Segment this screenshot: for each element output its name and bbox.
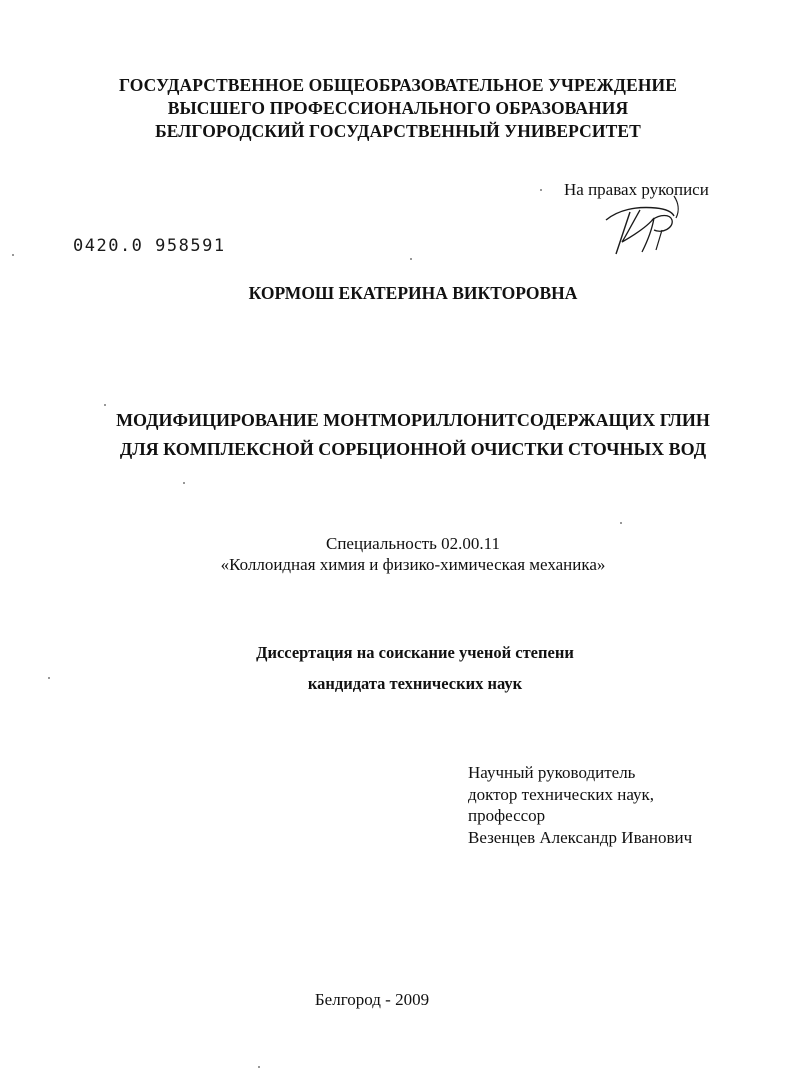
manuscript-note: На правах рукописи	[564, 180, 709, 199]
scan-speck	[104, 404, 106, 406]
degree-line-2: кандидата технических наук	[307, 674, 523, 693]
scan-speck	[410, 258, 412, 260]
scan-speck	[48, 677, 50, 679]
institution-line-2: ВЫСШЕГО ПРОФЕССИОНАЛЬНОГО ОБРАЗОВАНИЯ	[167, 98, 629, 118]
degree-block	[0, 637, 796, 699]
advisor-title: профессор	[468, 806, 546, 825]
institution-header	[0, 74, 796, 143]
advisor-block	[468, 762, 692, 848]
dissertation-title	[0, 406, 796, 464]
scan-speck	[540, 189, 542, 191]
city-year: Белгород - 2009	[314, 990, 430, 1009]
scan-speck	[183, 482, 185, 484]
institution-line-1: ГОСУДАРСТВЕННОЕ ОБЩЕОБРАЗОВАТЕЛЬНОЕ УЧРЕЖДЕНИЕ	[118, 75, 678, 95]
scan-speck	[258, 1066, 260, 1068]
author-name: КОРМОШ ЕКАТЕРИНА ВИКТОРОВНА	[248, 283, 578, 303]
institution-line-3: БЕЛГОРОДСКИЙ ГОСУДАРСТВЕННЫЙ УНИВЕРСИТЕТ	[155, 121, 641, 141]
specialty-code: Специальность 02.00.11	[326, 534, 500, 553]
specialty-name: «Коллоидная химия и физико-химическая механика»	[220, 555, 606, 574]
title-line-2: ДЛЯ КОМПЛЕКСНОЙ СОРБЦИОННОЙ ОЧИСТКИ СТОЧНЫХ ВОД	[119, 439, 707, 459]
scan-speck	[620, 522, 622, 524]
advisor-name: Везенцев Александр Иванович	[468, 827, 693, 847]
specialty-block	[0, 533, 796, 575]
degree-line-1: Диссертация на соискание ученой степени	[256, 643, 574, 662]
registration-code: 0420.0 958591	[73, 236, 226, 256]
advisor-degree: доктор технических наук,	[468, 784, 655, 804]
advisor-role: Научный руководитель	[468, 763, 636, 782]
scan-speck	[12, 254, 14, 256]
handwritten-signature-icon	[596, 190, 688, 258]
title-line-1: МОДИФИЦИРОВАНИЕ МОНТМОРИЛЛОНИТСОДЕРЖАЩИХ ГЛИН	[116, 410, 710, 430]
